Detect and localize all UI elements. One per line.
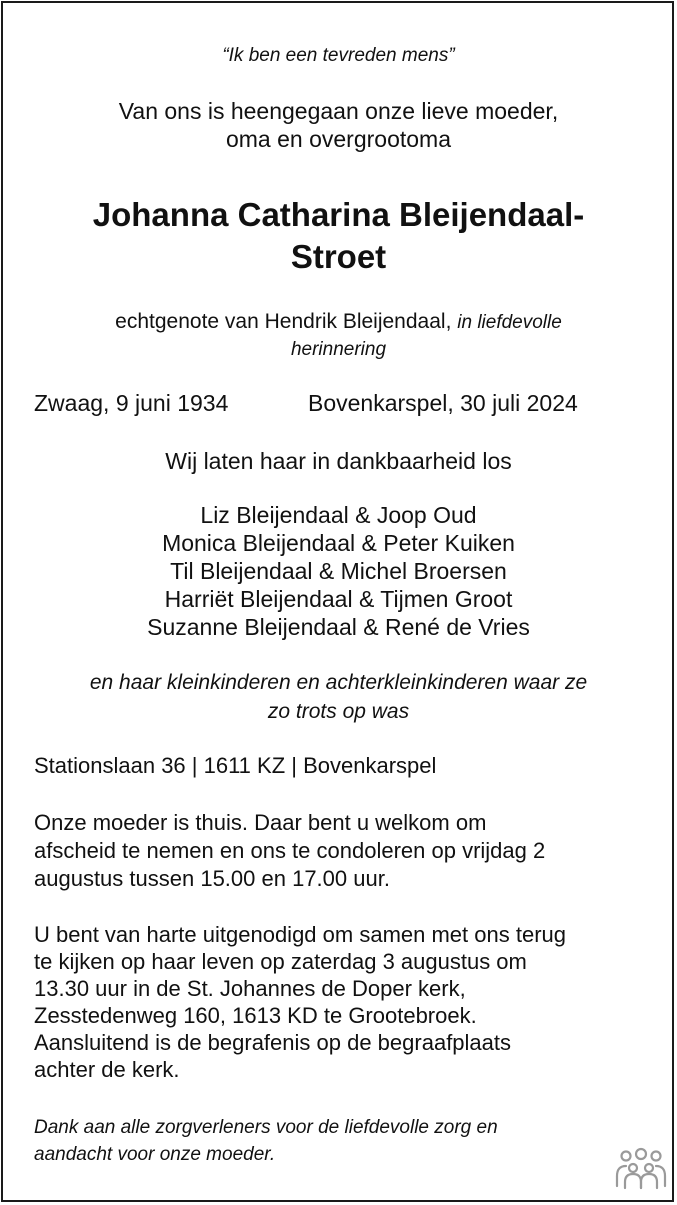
- child-5: Suzanne Bleijendaal & René de Vries: [147, 614, 530, 640]
- thanks-line-1: Dank aan alle zorgverleners voor de liefdevolle zorg en: [34, 1117, 498, 1138]
- child-4: Harriët Bleijendaal & Tijmen Groot: [164, 586, 513, 612]
- spouse-text: echtgenote van Hendrik Bleijendaal,: [115, 310, 452, 333]
- thanks-line-2: aandacht voor onze moeder.: [34, 1144, 276, 1165]
- visit-line-1: Onze moeder is thuis. Daar bent u welkom om: [34, 810, 487, 835]
- ceremony-line-6: achter de kerk.: [34, 1057, 180, 1082]
- ceremony-line-3: 13.30 uur in de St. Johannes de Doper kerk,: [34, 976, 466, 1001]
- quote: “Ik ben een tevreden mens”: [222, 45, 455, 66]
- people-group-icon: [614, 1146, 668, 1192]
- visit-line-2: afscheid te nemen en ons te condoleren op vrijdag 2: [34, 838, 546, 863]
- spouse-line: [0, 310, 677, 334]
- birth-date: Zwaag, 9 juni 1934: [34, 390, 229, 416]
- child-2: Monica Bleijendaal & Peter Kuiken: [162, 530, 515, 556]
- child-1: Liz Bleijendaal & Joop Oud: [200, 502, 477, 528]
- intro-line-1: Van ons is heengegaan onze lieve moeder,: [118, 98, 559, 124]
- visit-line-3: augustus tussen 15.00 en 17.00 uur.: [34, 866, 390, 891]
- ceremony-line-4: Zesstedenweg 160, 1613 KD te Grootebroek.: [34, 1003, 477, 1028]
- grandchildren-line-1: en haar kleinkinderen en achterkleinkinderen waar ze: [89, 671, 588, 694]
- release-line: Wij laten haar in dankbaarheid los: [165, 448, 512, 474]
- ceremony-line-5: Aansluitend is de begrafenis op de begraafplaats: [34, 1030, 512, 1055]
- intro-line-2: oma en overgrootoma: [225, 126, 451, 152]
- deceased-name-line-1: Johanna Catharina Bleijendaal-: [92, 196, 585, 233]
- ceremony-line-2: te kijken op haar leven op zaterdag 3 augustus om: [34, 949, 527, 974]
- grandchildren-line-2: zo trots op was: [267, 700, 410, 723]
- deceased-name-line-2: Stroet: [290, 238, 387, 275]
- spouse-italic-line-2: herinnering: [290, 339, 387, 360]
- death-date: Bovenkarspel, 30 juli 2024: [308, 390, 578, 416]
- ceremony-line-1: U bent van harte uitgenodigd om samen met ons terug: [34, 922, 566, 947]
- child-3: Til Bleijendaal & Michel Broersen: [170, 558, 507, 584]
- spouse-italic: in liefdevolle: [457, 312, 562, 333]
- address: Stationslaan 36 | 1611 KZ | Bovenkarspel: [34, 753, 437, 778]
